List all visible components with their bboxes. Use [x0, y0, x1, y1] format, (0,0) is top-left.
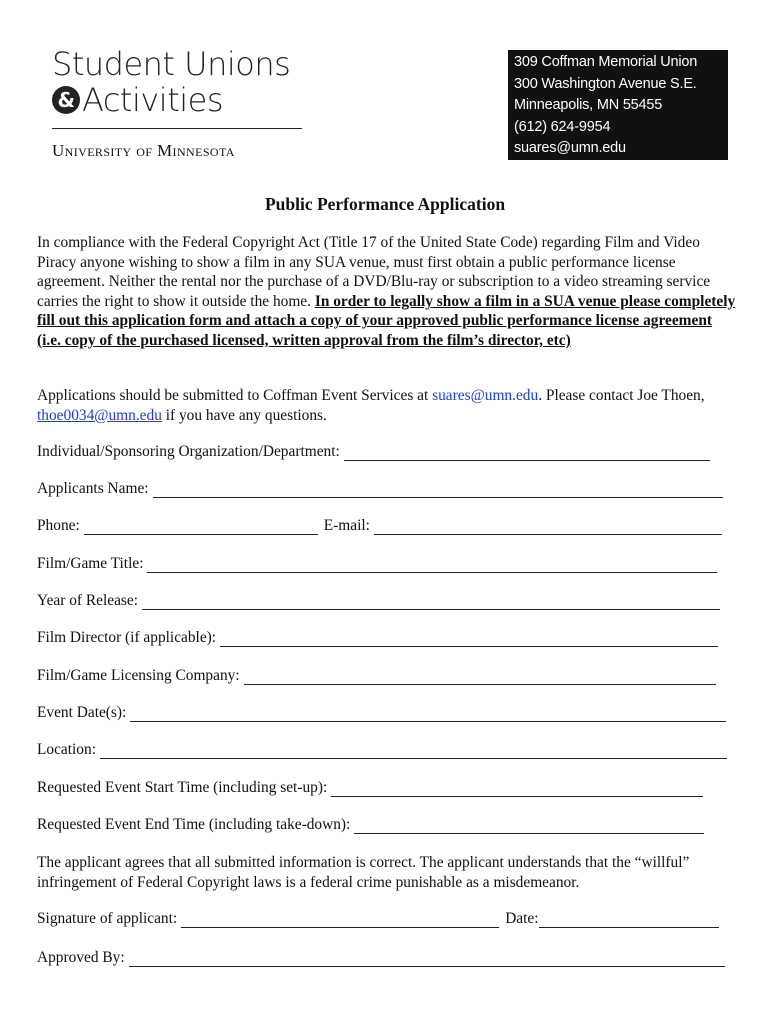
- company-field: [37, 667, 716, 685]
- sua-logo: [52, 46, 304, 161]
- logo-line-2: [52, 82, 304, 118]
- approved-label: Approved By:: [37, 949, 125, 966]
- director-label: Film Director (if applicable):: [37, 629, 217, 646]
- location-input-line[interactable]: [100, 743, 727, 759]
- signature-label: Signature of applicant:: [37, 910, 178, 927]
- year-input-line[interactable]: [142, 594, 720, 610]
- address-email: suares@umn.edu: [514, 140, 626, 157]
- title-input-line[interactable]: [147, 557, 717, 573]
- approved-input-line[interactable]: [129, 951, 725, 967]
- start-time-field: [37, 779, 703, 797]
- intro-paragraph: [37, 233, 737, 351]
- agreement-paragraph: The applicant agrees that all submitted information is correct. The applicant understands that the “willful” infringement of Federal Copyright laws is a federal crime punishable as a misdemeanor.: [37, 854, 690, 891]
- submission-paragraph: [37, 386, 737, 425]
- phone-label: Phone:: [37, 517, 80, 534]
- submit-pre: Applications should be submitted to Coffman Event Services at: [37, 387, 433, 404]
- end-time-field: [37, 816, 704, 834]
- email-input-line[interactable]: [374, 519, 722, 535]
- name-label: Applicants Name:: [37, 480, 149, 497]
- dates-label: Event Date(s):: [37, 704, 127, 721]
- email-link-suares[interactable]: suares@umn.edu: [432, 387, 539, 404]
- intro-emphasis: In order to legally show a film in a SUA venue please completely fill out this application form and attach a copy of your approved public performance license agreement (i.e. copy of the purchased licensed, written approval from the film’s director, etc): [37, 292, 736, 349]
- date-input-line[interactable]: [539, 912, 719, 928]
- address-line: 300 Washington Avenue S.E.: [514, 75, 697, 92]
- title-field: [37, 555, 717, 573]
- address-block: [508, 50, 728, 160]
- org-input-line[interactable]: [344, 445, 710, 461]
- location-label: Location:: [37, 741, 96, 758]
- company-input-line[interactable]: [244, 669, 716, 685]
- phone-email-field: [37, 517, 722, 535]
- end-label: Requested Event End Time (including take-down):: [37, 816, 351, 833]
- address-line: 309 Coffman Memorial Union: [514, 54, 698, 70]
- approved-field: [37, 949, 725, 967]
- year-label: Year of Release:: [37, 592, 139, 609]
- logo-line-1: Student Unions: [52, 45, 291, 83]
- address-line: Minneapolis, MN 55455: [514, 97, 663, 114]
- title-label: Film/Game Title:: [37, 555, 144, 572]
- university-name: University of Minnesota: [52, 141, 235, 160]
- submit-mid: . Please contact Joe Thoen,: [538, 387, 705, 404]
- dates-input-line[interactable]: [130, 706, 726, 722]
- end-input-line[interactable]: [354, 818, 704, 834]
- org-field: [37, 443, 710, 461]
- phone-input-line[interactable]: [84, 519, 318, 535]
- dates-field: [37, 704, 726, 722]
- email-label: E-mail:: [323, 517, 370, 534]
- location-field: [37, 741, 727, 759]
- date-label: Date:: [505, 910, 539, 927]
- director-field: [37, 629, 718, 647]
- director-input-line[interactable]: [220, 631, 718, 647]
- year-field: [37, 592, 720, 610]
- start-input-line[interactable]: [331, 781, 703, 797]
- logo-activities: Activities: [82, 81, 223, 119]
- logo-divider: [52, 128, 302, 129]
- ampersand-icon: &: [52, 86, 80, 114]
- company-label: Film/Game Licensing Company:: [37, 667, 240, 684]
- page-title: Public Performance Application: [264, 194, 506, 214]
- signature-input-line[interactable]: [181, 912, 499, 928]
- intro-text: In compliance with the Federal Copyright Act (Title 17 of the United State Code) regarding Film and Video Piracy anyone wishing to show a film in any SUA venue, must first obtain a public performance license agreement. Neither the rental nor the purchase of a DVD/Blu-ray or subscription to a video streaming service carries the right to show it outside the home.: [37, 234, 711, 310]
- org-label: Individual/Sponsoring Organization/Department:: [37, 443, 340, 460]
- address-phone: (612) 624-9954: [514, 118, 611, 135]
- name-input-line[interactable]: [153, 482, 723, 498]
- submit-post: if you have any questions.: [161, 406, 327, 424]
- start-label: Requested Event Start Time (including set-up):: [37, 779, 328, 796]
- name-field: [37, 480, 723, 498]
- signature-field: [37, 910, 719, 928]
- email-link-thoen[interactable]: thoe0034@umn.edu: [37, 406, 162, 424]
